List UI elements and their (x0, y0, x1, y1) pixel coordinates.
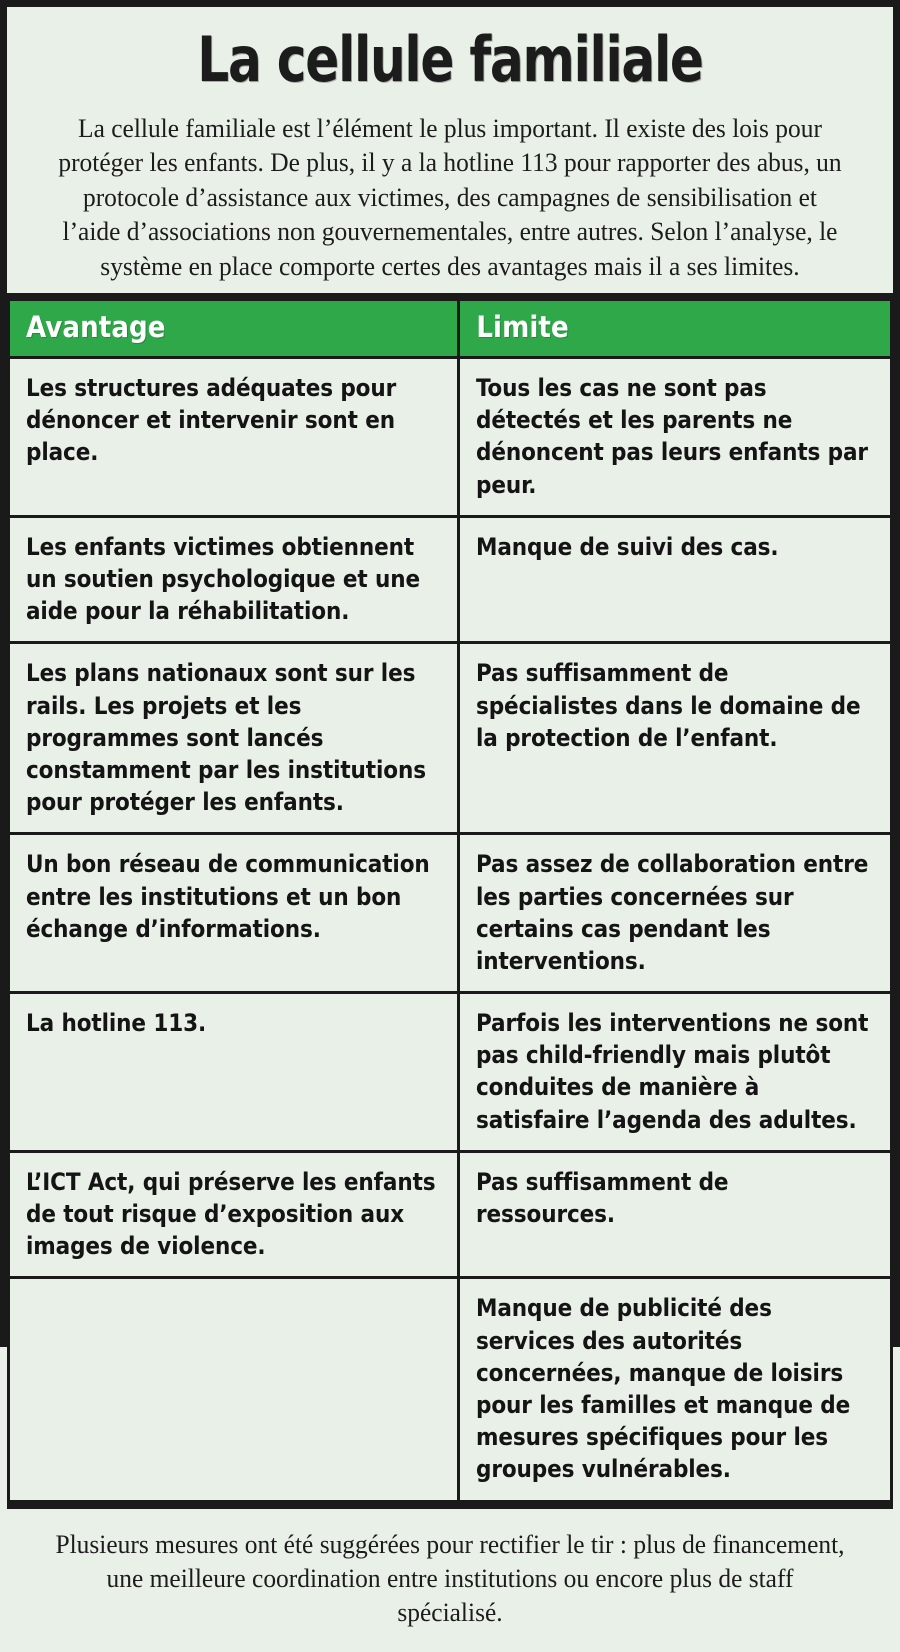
cell-avantage (9, 1151, 459, 1278)
cell-text: Manque de suivi des cas. (476, 532, 779, 561)
table-row (9, 993, 892, 1152)
cell-avantage (9, 993, 459, 1152)
table-row (9, 643, 892, 834)
cell-text: L’ICT Act, qui préserve les enfants de tout risque d’exposition aux images de violence. (26, 1167, 436, 1261)
cell-text: Manque de publicité des services des autorités concernées, manque de loisirs pour les familles et manque de mesures spécifiques pour les groupes vulnérables. (476, 1294, 851, 1484)
cell-text: Pas assez de collaboration entre les parties concernées sur certains cas pendant les interventions. (476, 850, 869, 975)
cell-text: Parfois les interventions ne sont pas child-friendly mais plutôt conduites de manière à satisfaire l’agenda des adultes. (476, 1009, 869, 1134)
cell-limite (459, 993, 892, 1152)
cell-avantage (9, 834, 459, 993)
cell-limite (459, 1278, 892, 1501)
table-row (9, 516, 892, 643)
table-body (9, 358, 892, 1501)
cell-avantage-empty (9, 1278, 459, 1501)
comparison-table (7, 298, 893, 1502)
table-head (9, 300, 892, 358)
cell-text (26, 1292, 437, 1293)
footer-paragraph: Plusieurs mesures ont été suggérées pour rectifier le tir : plus de financement, une meilleure coordination entre institutions ou encore plus de staff spécialisé. (55, 1528, 845, 1628)
table-header-row (9, 300, 892, 358)
intro-paragraph: La cellule familiale est l’élément le plus important. Il existe des lois pour protéger les enfants. De plus, il y a la hotline 113 pour rapporter des abus, un protocole d’assistance aux victimes, des campagnes de sensibilisation et l’aide d’associations non gouvernementales, entre autres. Selon l’analyse, le système en place comporte certes des avantages mais il a ses limites. (58, 113, 842, 281)
comparison-table-wrap (7, 293, 893, 1502)
cell-limite (459, 1151, 892, 1278)
header-block (7, 7, 893, 293)
cell-limite (459, 358, 892, 517)
page-title: La cellule familiale (197, 23, 703, 96)
cell-text: Pas suffisamment de spécialistes dans le domaine de la protection de l’enfant. (476, 659, 861, 752)
cell-text: Tous les cas ne sont pas détectés et les parents ne dénoncent pas leurs enfants par peur. (476, 374, 869, 499)
cell-limite (459, 834, 892, 993)
column-header-avantage: Avantage (9, 300, 459, 358)
cell-avantage (9, 643, 459, 834)
cell-text: La hotline 113. (26, 1009, 207, 1038)
table-row (9, 1278, 892, 1501)
cell-avantage (9, 516, 459, 643)
cell-text: Un bon réseau de communication entre les institutions et un bon échange d’informations. (26, 850, 430, 943)
column-header-limite: Limite (459, 300, 892, 358)
cell-limite (459, 516, 892, 643)
cell-text: Les plans nationaux sont sur les rails. Les projets et les programmes sont lancés constamment par les institutions pour protéger les enfants. (26, 659, 426, 817)
cell-limite (459, 643, 892, 834)
footer-block (7, 1503, 893, 1652)
table-row (9, 834, 892, 993)
cell-text: Pas suffisamment de ressources. (476, 1167, 729, 1229)
table-row (9, 358, 892, 517)
cell-text: Les enfants victimes obtiennent un soutien psychologique et une aide pour la réhabilitation. (26, 532, 420, 626)
cell-text: Les structures adéquates pour dénoncer et intervenir sont en place. (26, 374, 397, 467)
table-row (9, 1151, 892, 1278)
cell-avantage (9, 358, 459, 517)
